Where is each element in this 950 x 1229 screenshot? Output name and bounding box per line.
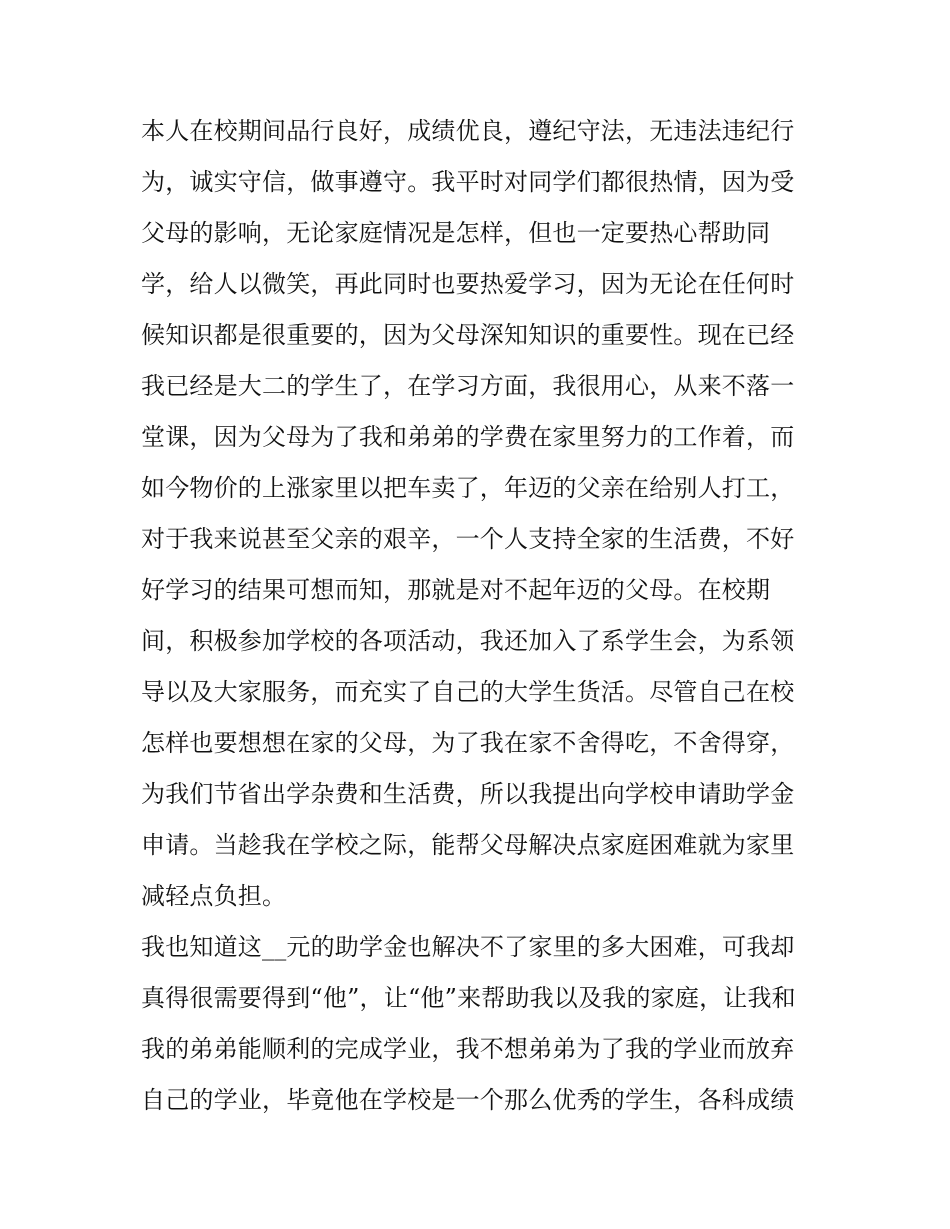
text-line-3: 父母的影响，无论家庭情况是怎样，但也一定要热心帮助同 xyxy=(141,219,771,247)
text-line-18: 真得很需要得到“他”，让“他”来帮助我以及我的家庭，让我和 xyxy=(141,984,796,1012)
text-line-9: 对于我来说甚至父亲的艰辛，一个人支持全家的生活费，不好 xyxy=(141,525,795,553)
text-line-13: 怎样也要想想在家的父母，为了我在家不舍得吃，不舍得穿， xyxy=(141,729,795,757)
text-line-8: 如今物价的上涨家里以把车卖了，年迈的父亲在给别人打工， xyxy=(141,474,795,502)
text-line-20: 自己的学业，毕竟他在学校是一个那么优秀的学生，各科成绩 xyxy=(141,1086,795,1114)
text-line-16: 减轻点负担。 xyxy=(141,882,287,910)
text-line-7: 堂课，因为父母为了我和弟弟的学费在家里努力的工作着，而 xyxy=(141,423,795,451)
text-line-12: 导以及大家服务，而充实了自己的大学生货活。尽管自己在校 xyxy=(141,678,795,706)
text-line-1: 本人在校期间品行良好，成绩优良，遵纪守法，无违法违纪行 xyxy=(141,117,795,145)
text-line-15: 申请。当趁我在学校之际，能帮父母解决点家庭困难就为家里 xyxy=(141,831,795,859)
text-line-14: 为我们节省出学杂费和生活费，所以我提出向学校申请助学金 xyxy=(141,780,795,808)
text-line-6: 我已经是大二的学生了，在学习方面，我很用心，从来不落一 xyxy=(141,372,795,400)
body-text xyxy=(141,106,821,1126)
text-line-17: 我也知道这__元的助学金也解决不了家里的多大困难，可我却 xyxy=(141,933,795,961)
text-line-11: 间，积极参加学校的各项活动，我还加入了系学生会，为系领 xyxy=(141,627,795,655)
text-line-10: 好学习的结果可想而知，那就是对不起年迈的父母。在校期 xyxy=(141,576,771,604)
text-line-5: 候知识都是很重要的，因为父母深知知识的重要性。现在已经 xyxy=(141,321,795,349)
text-line-4: 学，给人以微笑，再此同时也要热爱学习，因为无论在任何时 xyxy=(141,270,795,298)
text-line-2: 为，诚实守信，做事遵守。我平时对同学们都很热情，因为受 xyxy=(141,168,795,196)
text-line-19: 我的弟弟能顺利的完成学业，我不想弟弟为了我的学业而放弃 xyxy=(141,1035,795,1063)
